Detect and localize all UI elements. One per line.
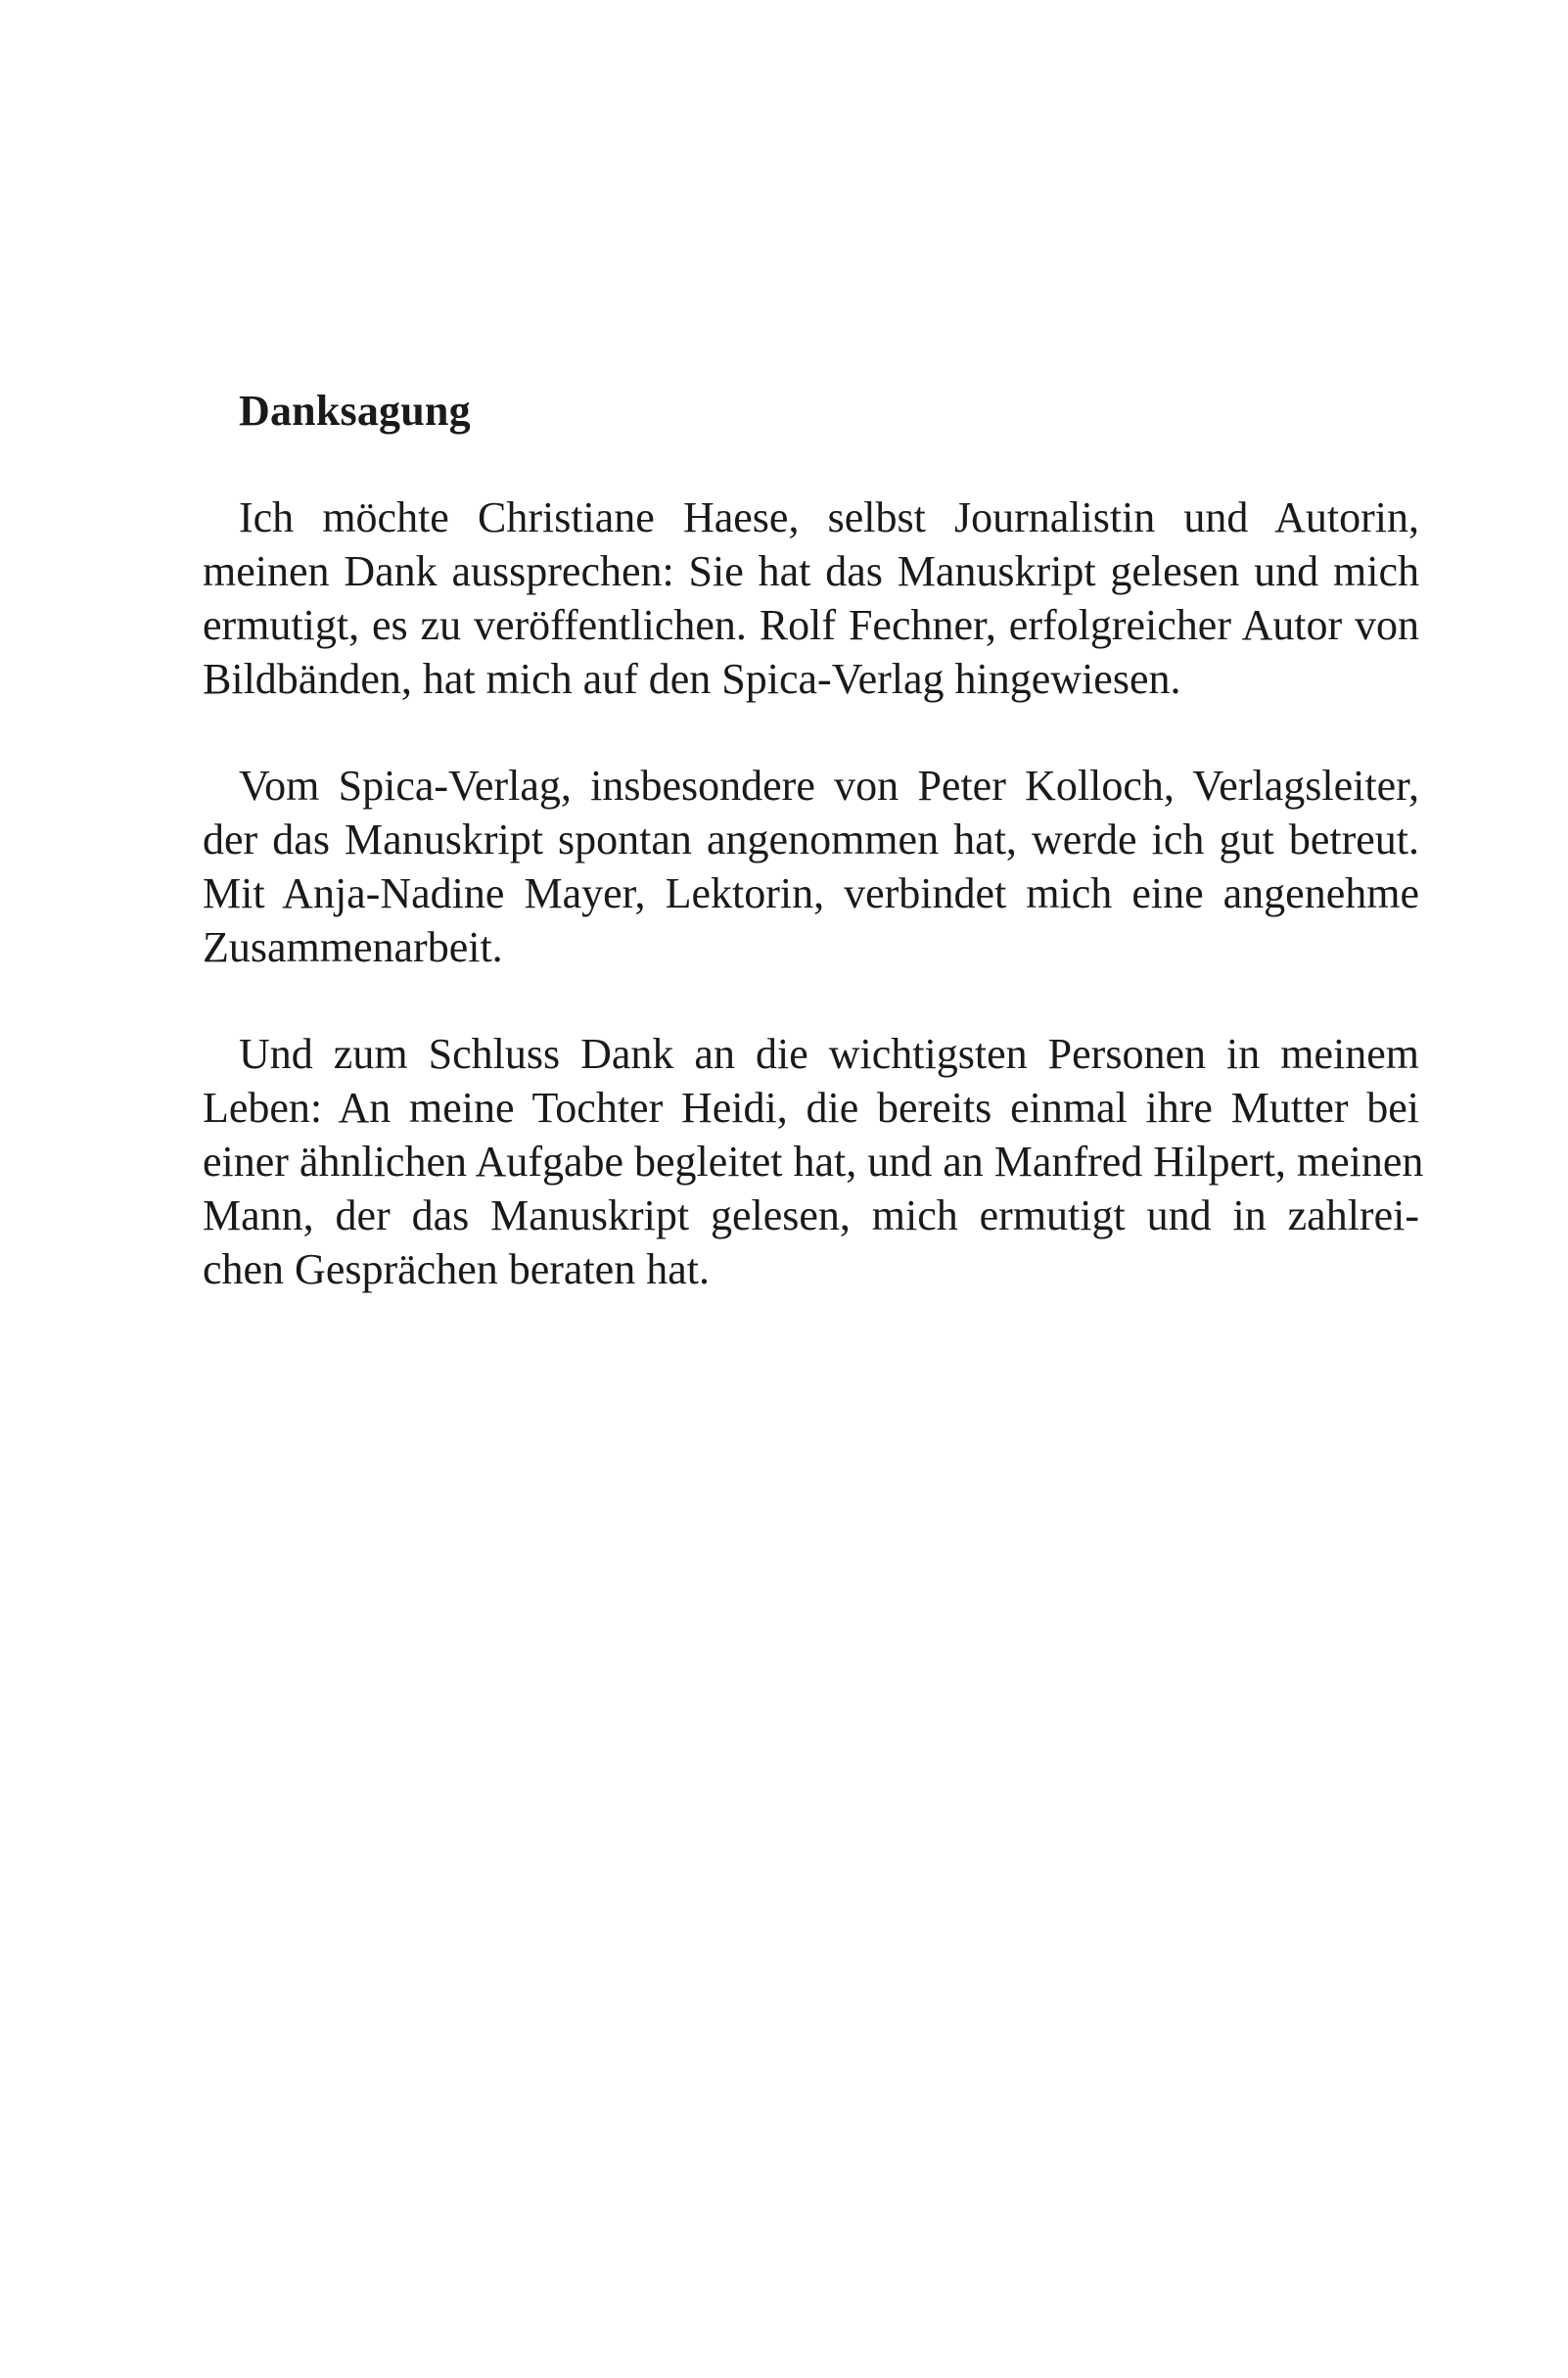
paragraph-line: der das Manuskript spontan angenommen hat, werde ich gut betreut. (203, 816, 1419, 863)
paragraph-line: chen Gesprächen beraten hat. (203, 1245, 710, 1293)
paragraph-line: Bildbänden, hat mich auf den Spica-Verlag hingewiesen. (203, 655, 1181, 703)
paragraph-line: Mann, der das Manuskript gelesen, mich ermutigt und in zahlrei- (203, 1191, 1419, 1239)
paragraph-line: Ich möchte Christiane Haese, selbst Journalistin und Autorin, (239, 493, 1419, 541)
section-heading: Danksagung (239, 387, 471, 435)
paragraph-line: Vom Spica-Verlag, insbesondere von Peter Kolloch, Verlagsleiter, (239, 762, 1419, 810)
acknowledgements-section (203, 383, 1424, 1349)
paragraph-line: meinen Dank aussprechen: Sie hat das Manuskript gelesen und mich (203, 547, 1419, 595)
paragraph-3 (203, 1027, 1424, 1296)
paragraph-1 (203, 490, 1419, 706)
paragraph-line: Mit Anja-Nadine Mayer, Lektorin, verbindet mich eine angenehme (203, 869, 1419, 917)
paragraph-line: Und zum Schluss Dank an die wichtigsten Personen in meinem (239, 1030, 1419, 1078)
paragraph-line: Leben: An meine Tochter Heidi, die bereits einmal ihre Mutter bei (203, 1084, 1419, 1132)
paragraph-line: ermutigt, es zu veröffentlichen. Rolf Fechner, erfolgreicher Autor von (203, 601, 1419, 649)
paragraph-line: einer ähnlichen Aufgabe begleitet hat, und an Manfred Hilpert, meinen (203, 1138, 1424, 1186)
paragraph-2 (203, 759, 1419, 974)
paragraph-line: Zusammenarbeit. (203, 923, 503, 971)
